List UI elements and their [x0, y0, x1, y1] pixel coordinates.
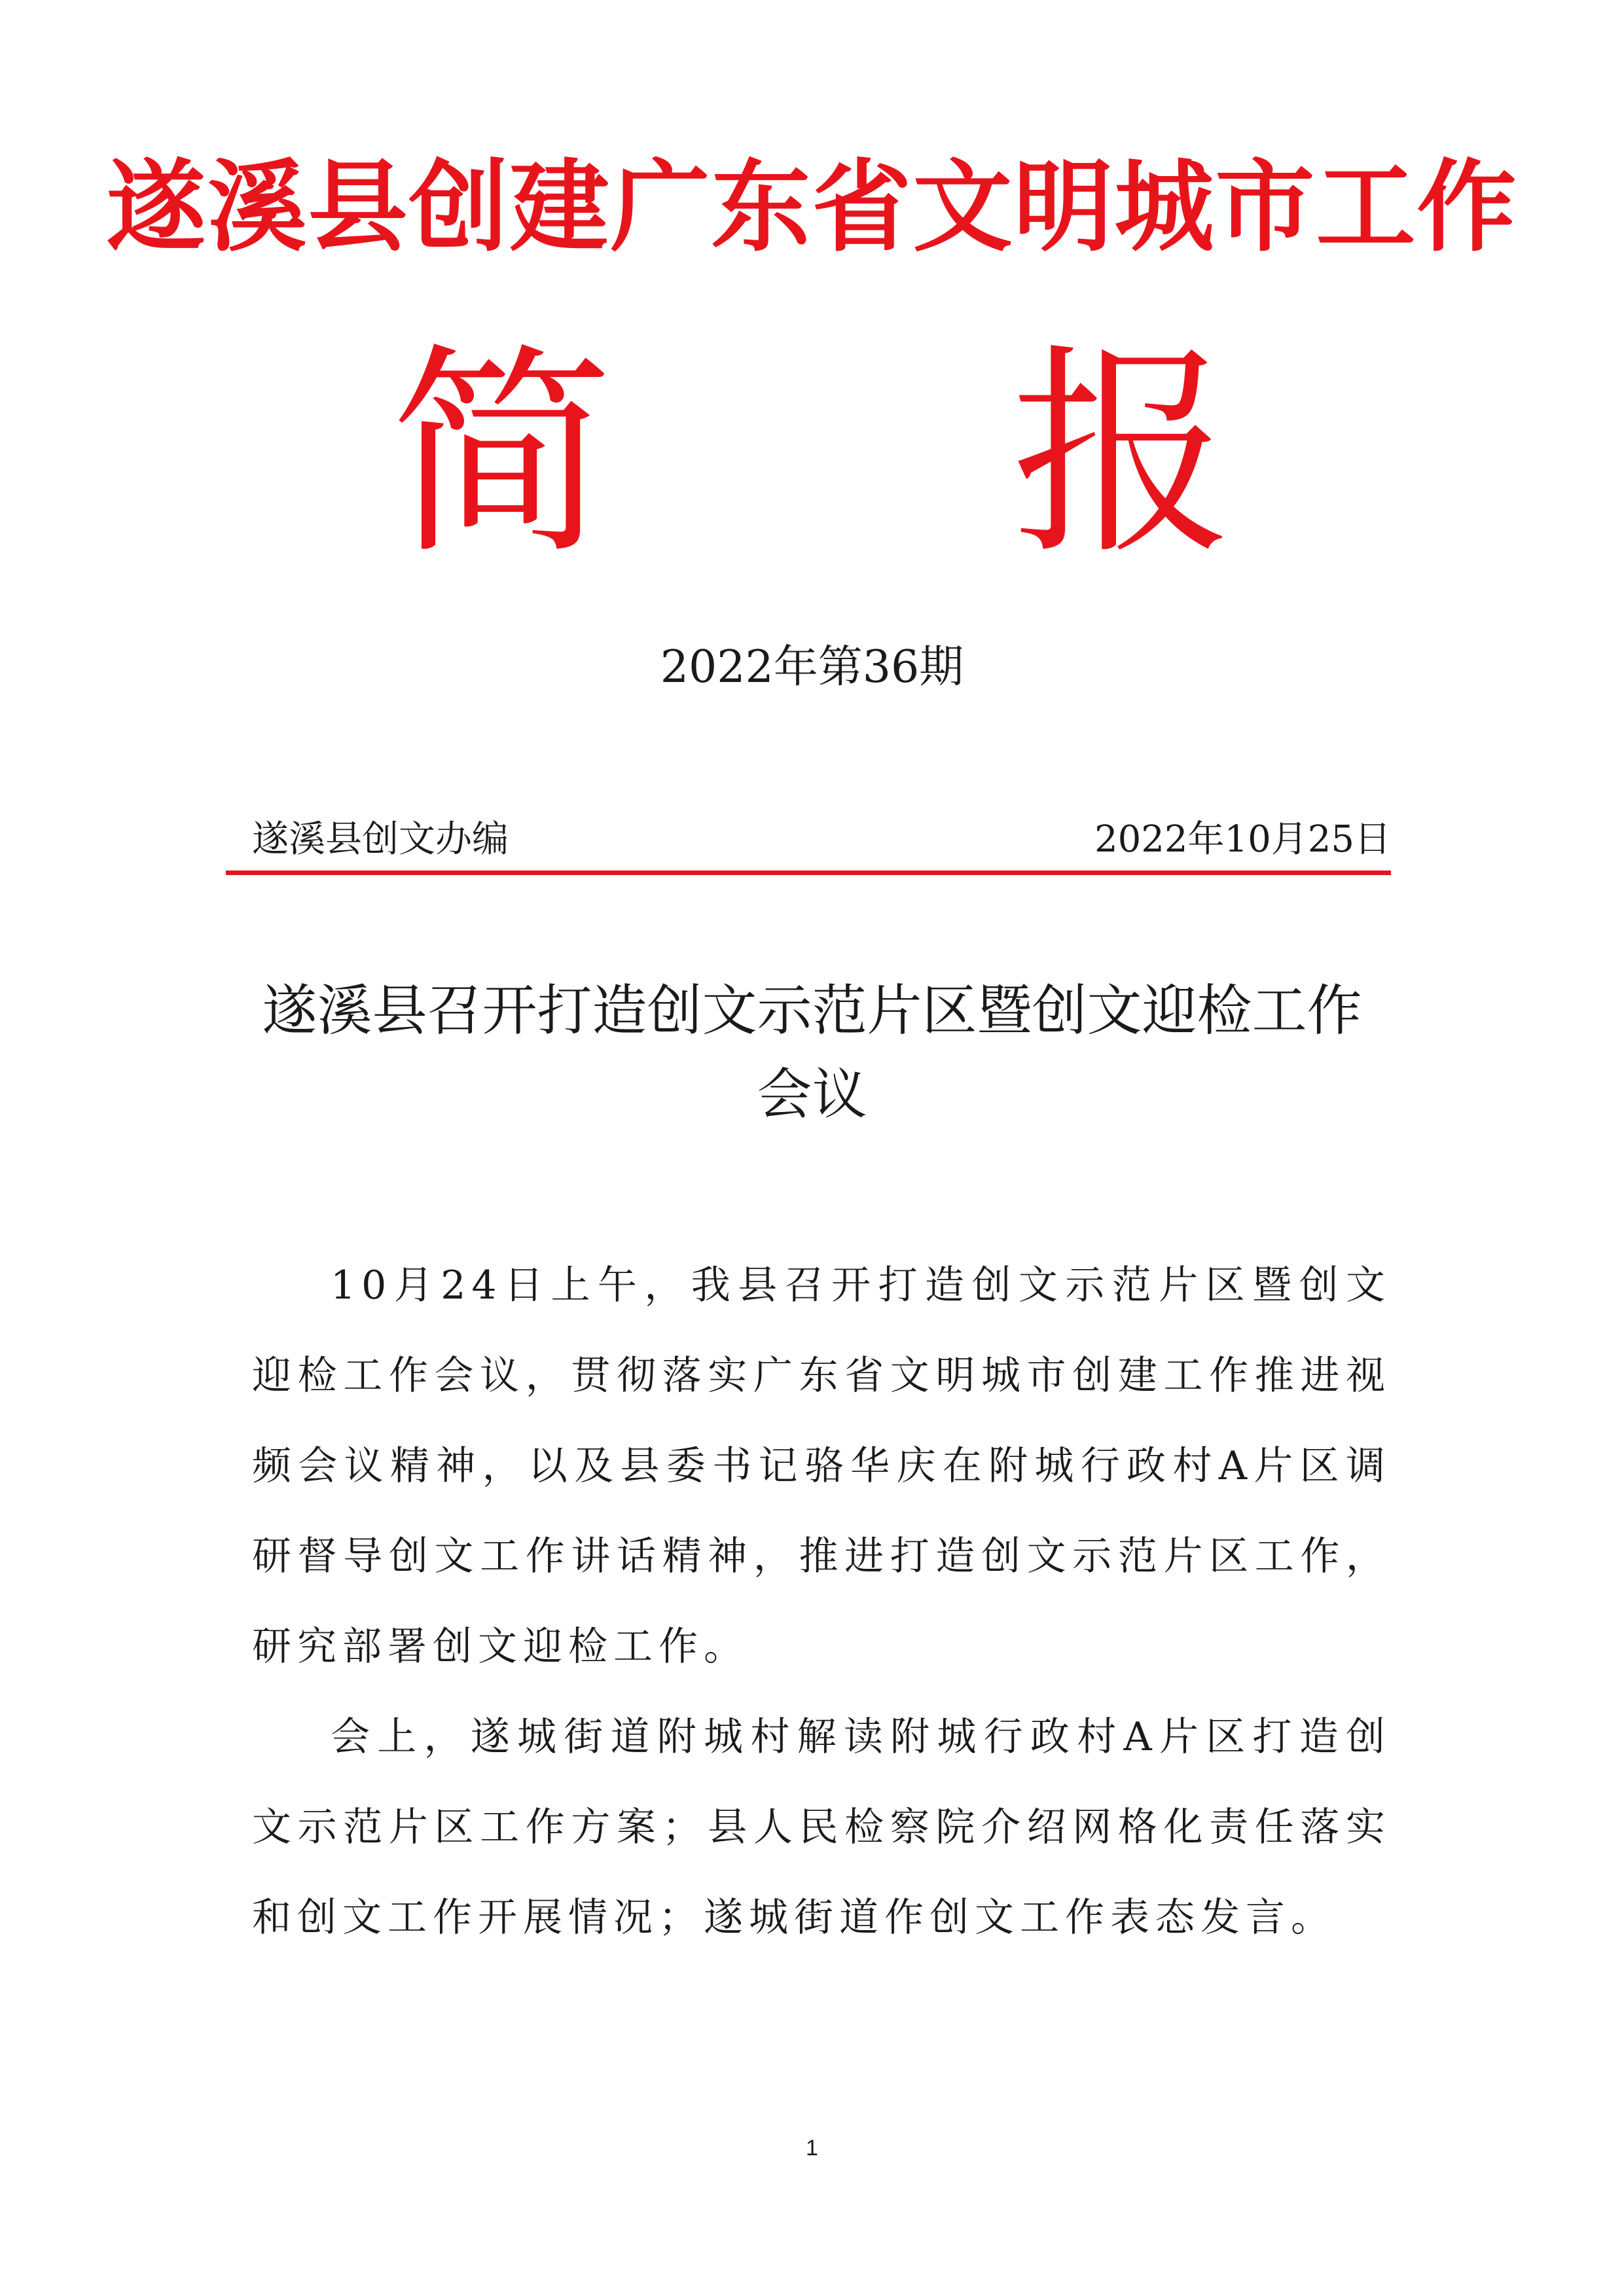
masthead-organization: 遂溪县创建广东省文明城市工作 [106, 149, 1518, 265]
meta-row [252, 814, 1391, 866]
body-paragraph-2: 会上，遂城街道附城村解读附城行政村A片区打造创文示范片区工作方案；县人民检察院介绍网格化责任落实和创文工作开展情况；遂城街道作创文工作表态发言。 [252, 1714, 1391, 1941]
red-divider [226, 870, 1391, 875]
masthead-title: 简 报 [390, 325, 1398, 584]
editor-label: 遂溪县创文办编 [252, 818, 509, 861]
body-paragraph-1: 10月24日上午，我县召开打造创文示范片区暨创文迎检工作会议，贯彻落实广东省文明城市创建工作推进视频会议精神，以及县委书记骆华庆在附城行政村A片区调研督导创文工作讲话精神，推进打造创文示范片区工作，研究部署创文迎检工作。 [252, 1263, 1391, 1670]
article-title [196, 969, 1428, 1136]
issue-number: 2022年第36期 [660, 641, 964, 693]
article-title-line-1: 遂溪县召开打造创文示范片区暨创文迎检工作 [262, 978, 1362, 1043]
page-number: 1 [806, 2136, 818, 2161]
publish-date: 2022年10月25日 [1094, 818, 1391, 861]
article-title-line-2: 会议 [757, 1062, 867, 1126]
article-body [252, 1240, 1391, 1963]
